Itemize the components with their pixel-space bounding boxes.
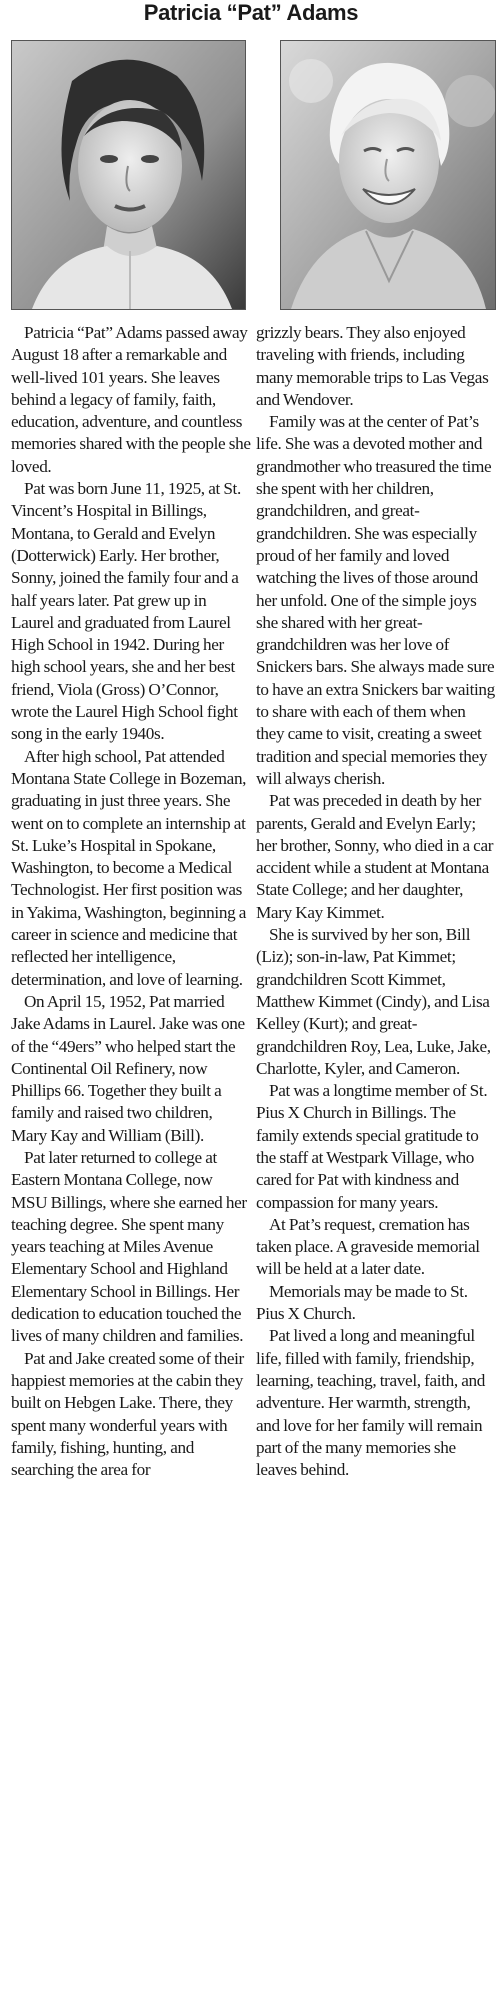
continued-paragraph: grizzly bears. They also enjoyed traveling with friends, including many memorable trips to Las Vegas and Wendover. (256, 323, 489, 409)
elderly-portrait-photo (280, 40, 496, 310)
paragraph: Pat lived a long and meaningful life, filled with family, friendship, learning, teaching, travel, faith, and adventure. Her warmth, strength, and love for her family will remain part of the many memories she leaves behind. (256, 1326, 486, 1480)
paragraph: Pat was preceded in death by her parents, Gerald and Evelyn Early; her brother, Sonny, who died in a car accident while a student at Montana State College; and her daughter, Mary Kay Kimmet. (256, 791, 494, 922)
paragraph: Pat and Jake created some of their happiest memories at the cabin they built on Hebgen Lake. There, they spent many wonderful years with family, fishing, hunting, and searching the area for (11, 1348, 244, 1480)
paragraph: Pat was a longtime member of St. Pius X Church in Billings. The family extends special gratitude to the staff at Westpark Village, who cared for Pat with kindness and compassion for many years. (256, 1081, 488, 1212)
paragraph: Pat was born June 11, 1925, at St. Vincent’s Hospital in Billings, Montana, to Gerald and Evelyn (Dotterwick) Early. Her brother, Sonny, joined the family four and a half years later. Pat grew up in Laurel and graduated from Laurel High School in 1942. During her high school years, she and her best friend, Viola (Gross) O’Connor, wrote the Laurel High School fight song in the early 1940s. (11, 479, 241, 744)
paragraph: She is survived by her son, Bill (Liz); son-in-law, Pat Kimmet; grandchildren Scott Kimmet, Matthew Kimmet (Cindy), and Lisa Kelley (Kurt); and great-grandchildren Roy, Lea, Luke, Jake, Charlotte, Kyler, and Cameron. (256, 925, 491, 1078)
paragraph: On April 15, 1952, Pat married Jake Adams in Laurel. Jake was one of the “49ers” who helped start the Continental Oil Refinery, now Phillips 66. Together they built a family and raised two children, Mary Kay and William (Bill). (11, 991, 245, 1145)
young-portrait-photo (11, 40, 246, 310)
obituary-column-left (11, 322, 251, 1481)
obituary-column-right (256, 322, 496, 1481)
paragraph: Family was at the center of Pat’s life. She was a devoted mother and grandmother who treasured the time she spent with her children, grandchildren, and great-grandchildren. She was especially proud of her family and loved watching the lives of those around her unfold. One of the simple joys she shared with her great-grandchildren was her love of Snickers bars. She always made sure to have an extra Snickers bar waiting to share with each of them when they came to visit, creating a sweet tradition and special memories they will always cherish. (256, 412, 495, 788)
obituary-title: Patricia “Pat” Adams (143, 0, 359, 25)
paragraph: At Pat’s request, cremation has taken place. A graveside memorial will be held at a later date. (256, 1214, 480, 1279)
paragraph: Patricia “Pat” Adams passed away August 18 after a remarkable and well-lived 101 years. She leaves behind a legacy of family, faith, education, adventure, and countless memories shared with the people she loved. (11, 323, 251, 476)
paragraph: Memorials may be made to St. Pius X Church. (256, 1281, 468, 1324)
paragraph: After high school, Pat attended Montana State College in Bozeman, graduating in just three years. She went on to complete an internship at St. Luke’s Hospital in Spokane, Washington, to become a Medical Technologist. Her first position was in Yakima, Washington, beginning a career in science and medicine that reflected her intelligence, determination, and love of learning. (11, 746, 247, 989)
paragraph: Pat later returned to college at Eastern Montana College, now MSU Billings, where she earned her teaching degree. She spent many years teaching at Miles Avenue Elementary School and Highland Elementary School in Billings. Her dedication to education touched the lives of many children and families. (11, 1147, 247, 1346)
